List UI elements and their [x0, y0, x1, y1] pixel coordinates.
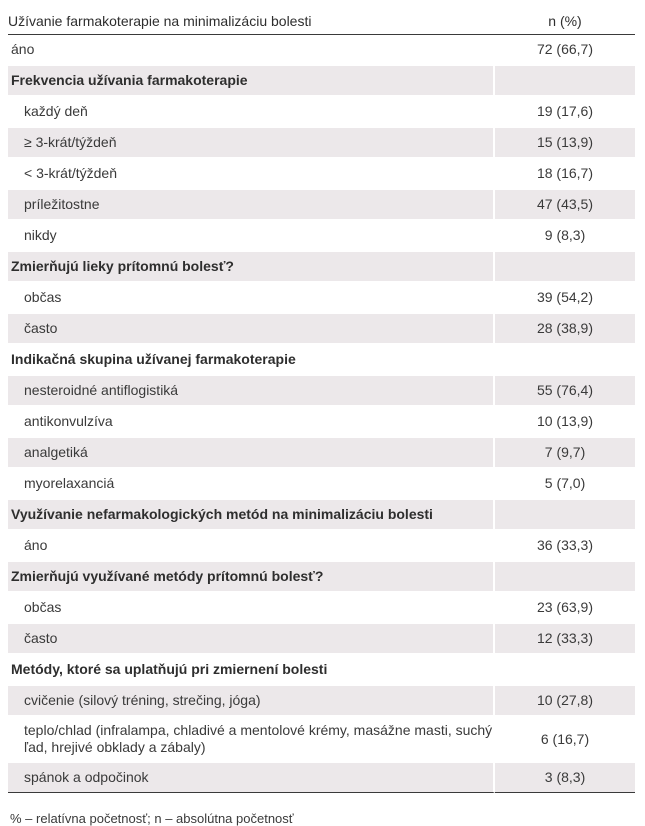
section-row [8, 252, 635, 283]
table-header-row [8, 8, 635, 35]
row-label: analgetiká [8, 438, 495, 469]
table-row [8, 407, 635, 438]
table-row [8, 469, 635, 500]
row-value: 39 (54,2) [495, 283, 635, 314]
row-value: 15 (13,9) [495, 128, 635, 159]
row-value [495, 562, 635, 593]
row-value: 7 (9,7) [495, 438, 635, 469]
data-table [8, 8, 635, 793]
row-label: často [8, 314, 495, 345]
row-label: myorelaxanciá [8, 469, 495, 500]
row-value: 18 (16,7) [495, 159, 635, 190]
row-value: 72 (66,7) [495, 35, 635, 66]
row-value: 10 (13,9) [495, 407, 635, 438]
row-label: antikonvulzíva [8, 407, 495, 438]
table-row [8, 531, 635, 562]
table-row [8, 221, 635, 252]
row-value: 10 (27,8) [495, 686, 635, 717]
row-value: 12 (33,3) [495, 624, 635, 655]
row-label: často [8, 624, 495, 655]
section-label: Zmierňujú lieky prítomnú bolesť? [8, 252, 495, 283]
header-label: Užívanie farmakoterapie na minimalizáciu bolesti [8, 8, 495, 35]
row-value: 9 (8,3) [495, 221, 635, 252]
section-row [8, 345, 635, 376]
section-row [8, 562, 635, 593]
section-label: Zmierňujú využívané metódy prítomnú bolesť? [8, 562, 495, 593]
row-value: 5 (7,0) [495, 469, 635, 500]
row-value: 3 (8,3) [495, 763, 635, 793]
table-row [8, 686, 635, 717]
table-row [8, 314, 635, 345]
table-row [8, 717, 635, 763]
row-label: ≥ 3-krát/týždeň [8, 128, 495, 159]
row-label: občas [8, 283, 495, 314]
table-row [8, 624, 635, 655]
table-row [8, 159, 635, 190]
row-label: nikdy [8, 221, 495, 252]
section-row [8, 500, 635, 531]
row-value: 28 (38,9) [495, 314, 635, 345]
table-row [8, 763, 635, 793]
section-label: Využívanie nefarmakologických metód na minimalizáciu bolesti [8, 500, 495, 531]
section-label: Indikačná skupina užívanej farmakoterapie [8, 345, 495, 376]
row-label: každý deň [8, 97, 495, 128]
row-label: cvičenie (silový tréning, strečing, jóga) [8, 686, 495, 717]
row-value: 55 (76,4) [495, 376, 635, 407]
row-value: 23 (63,9) [495, 593, 635, 624]
row-value [495, 66, 635, 97]
footnote: % – relatívna početnosť; n – absolútna početnosť [10, 811, 294, 826]
table-row [8, 35, 635, 66]
table-row [8, 593, 635, 624]
row-label: občas [8, 593, 495, 624]
row-value: 47 (43,5) [495, 190, 635, 221]
row-label: teplo/chlad (infralampa, chladivé a mentolové krémy, masážne masti, suchý ľad, hrejivé obklady a zábaly) [8, 717, 495, 763]
row-value: 36 (33,3) [495, 531, 635, 562]
table-row [8, 376, 635, 407]
section-label: Frekvencia užívania farmakoterapie [8, 66, 495, 97]
section-row [8, 655, 635, 686]
row-value: 19 (17,6) [495, 97, 635, 128]
row-label: príležitostne [8, 190, 495, 221]
row-value [495, 655, 635, 686]
row-label: áno [8, 35, 495, 66]
row-value [495, 252, 635, 283]
section-row [8, 66, 635, 97]
row-value: 6 (16,7) [495, 717, 635, 763]
row-label: < 3-krát/týždeň [8, 159, 495, 190]
table-row [8, 283, 635, 314]
table-row [8, 128, 635, 159]
header-value: n (%) [495, 8, 635, 35]
row-value [495, 500, 635, 531]
table-body [8, 35, 635, 793]
row-label: áno [8, 531, 495, 562]
table-row [8, 190, 635, 221]
table-container [8, 8, 635, 826]
row-label: spánok a odpočinok [8, 763, 495, 793]
row-label: nesteroidné antiflogistiká [8, 376, 495, 407]
row-value [495, 345, 635, 376]
section-label: Metódy, ktoré sa uplatňujú pri zmiernení bolesti [8, 655, 495, 686]
table-row [8, 438, 635, 469]
table-row [8, 97, 635, 128]
